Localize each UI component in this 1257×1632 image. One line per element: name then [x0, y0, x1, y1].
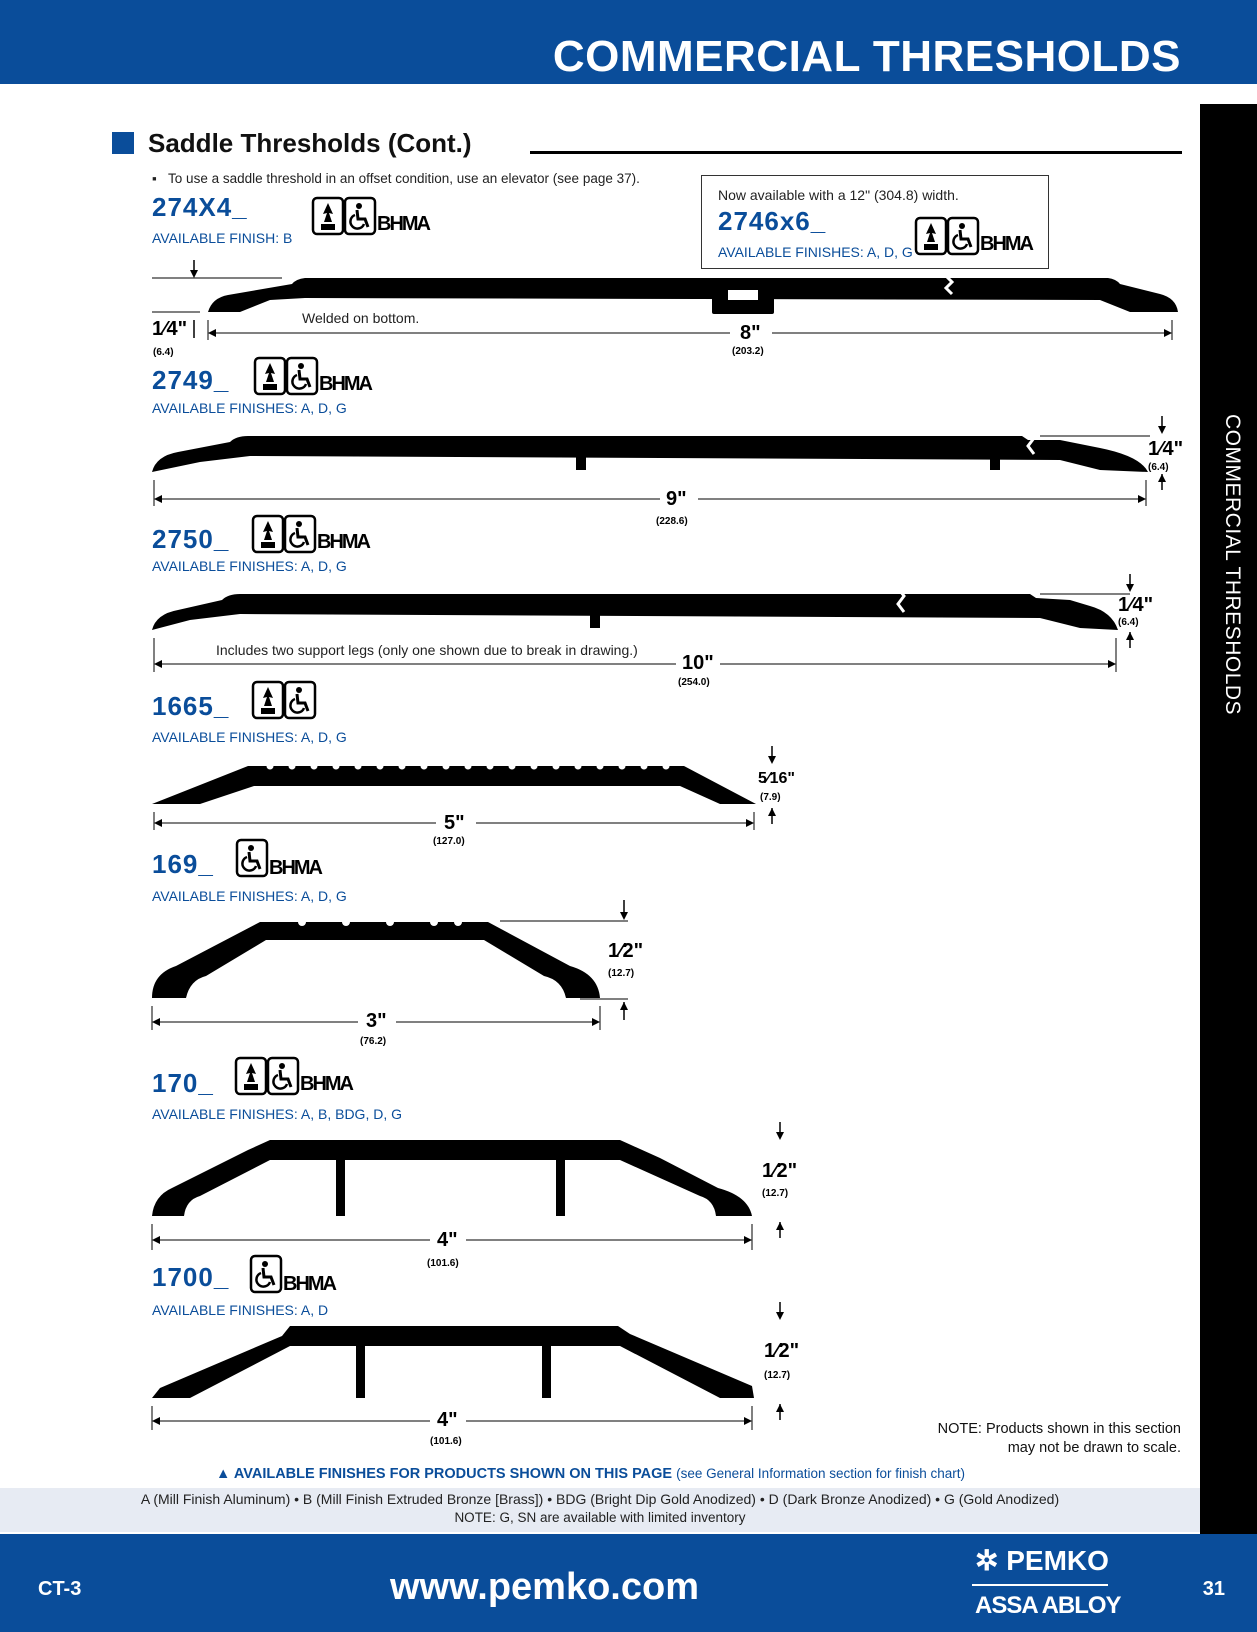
profile-2749: [152, 430, 1148, 472]
product-finishes: AVAILABLE FINISH: B: [152, 230, 293, 246]
width-label: 3": [366, 1010, 387, 1032]
bhma-label: BHMA: [317, 531, 369, 553]
product-finishes: AVAILABLE FINISHES: A, D, G: [152, 400, 347, 416]
width-label: 8": [740, 322, 761, 344]
profile-1665: [152, 766, 756, 804]
product-finishes: AVAILABLE FINISHES: A, B, BDG, D, G: [152, 1106, 403, 1122]
height-label: 1⁄4": [1118, 594, 1154, 616]
product-finishes: AVAILABLE FINISHES: A, D, G: [152, 888, 347, 904]
assa-abloy-logo: ASSA ABLOY: [975, 1592, 1121, 1619]
callout-model: 2746x6_: [718, 206, 827, 236]
fire-rated-icon: [236, 1058, 266, 1094]
width-label: 4": [437, 1409, 458, 1431]
product-model: 1700_: [152, 1262, 230, 1292]
product-model: 274X4_: [152, 192, 248, 222]
product-model: 170_: [152, 1068, 214, 1098]
product-finishes: AVAILABLE FINISHES: A, D, G: [152, 558, 347, 574]
width-mm-label: (101.6): [427, 1258, 459, 1269]
fire-rated-icon: [255, 358, 285, 394]
product-finishes: AVAILABLE FINISHES: A, D: [152, 1302, 329, 1318]
height-mm-label: (12.7): [762, 1188, 789, 1199]
bhma-label: BHMA: [269, 857, 321, 879]
scale-note: [938, 1420, 1181, 1458]
fire-rated-icon: [916, 218, 946, 254]
section-note: ▪ To use a saddle threshold in an offset condition, use an elevator (see page 37).: [152, 171, 640, 186]
page-footer: [0, 1534, 1257, 1632]
width-label: 4": [437, 1229, 458, 1251]
ada-icon: [285, 516, 315, 552]
height-label: 5⁄16": [758, 770, 795, 787]
width-label: 5": [444, 812, 465, 834]
scale-note-line1: NOTE: Products shown in this section: [937, 1421, 1181, 1437]
ada-icon: [287, 358, 317, 394]
width-mm-label: (228.6): [656, 516, 688, 527]
height-label: 1⁄2": [608, 940, 644, 962]
product-model: 2749_: [152, 365, 230, 395]
height-label: 1⁄2": [762, 1160, 798, 1182]
finish-legend: A (Mill Finish Aluminum) • B (Mill Finish Extruded Bronze [Brass]) • BDG (Bright Dip Gold Anodized) • D (Dark Bronze Anodized) • G (Gold Anodized): [140, 1491, 1060, 1507]
ada-icon: [285, 682, 315, 718]
bhma-label: BHMA: [300, 1073, 352, 1095]
drawing-note: Includes two support legs (only one shown due to break in drawing.): [216, 642, 638, 658]
height-label: 1⁄4": [152, 318, 188, 340]
bhma-label: BHMA: [283, 1273, 335, 1295]
finish-band-heading: AVAILABLE FINISHES FOR PRODUCTS SHOWN ON THIS PAGE: [233, 1466, 673, 1482]
finish-band-ref: (see General Information section for finish chart): [676, 1466, 966, 1481]
width-mm-label: (254.0): [678, 677, 710, 688]
ada-icon: [268, 1058, 298, 1094]
product-model: 169_: [152, 849, 214, 879]
scale-note-line2: may not be drawn to scale.: [1007, 1440, 1181, 1456]
page-number: 31: [1202, 1578, 1225, 1600]
width-label: 9": [666, 488, 687, 510]
height-label: 1⁄4": [1148, 438, 1184, 460]
finish-inventory-note: NOTE: G, SN are available with limited inventory: [454, 1510, 746, 1525]
fire-rated-icon: [313, 198, 343, 234]
pemko-logo-text: PEMKO: [1006, 1545, 1109, 1576]
product-finishes: AVAILABLE FINISHES: A, D, G: [152, 729, 347, 745]
ada-icon: [345, 198, 375, 234]
width-mm-label: (203.2): [732, 346, 764, 357]
product-model: 2750_: [152, 524, 230, 554]
height-mm-label: (6.4): [1148, 462, 1169, 473]
bhma-label: BHMA: [980, 233, 1032, 255]
ada-icon: [251, 1256, 281, 1292]
footer-code: CT-3: [38, 1578, 82, 1600]
height-label: 1⁄2": [764, 1340, 800, 1362]
bhma-label: BHMA: [377, 213, 429, 235]
profile-1700: [152, 1326, 754, 1398]
drawing-note: Welded on bottom.: [302, 310, 420, 326]
ada-icon: [237, 840, 267, 876]
profile-2750: [152, 588, 1118, 630]
bhma-label: BHMA: [319, 373, 371, 395]
page-title: COMMERCIAL THRESHOLDS: [552, 32, 1181, 81]
finish-band-title: [216, 1466, 965, 1482]
height-mm-label: (6.4): [1118, 617, 1139, 628]
height-mm-label: (6.4): [153, 347, 174, 358]
footer-url-link[interactable]: www.pemko.com: [390, 1566, 699, 1608]
logo-divider: [972, 1584, 1108, 1586]
fire-rated-icon: [253, 516, 283, 552]
pemko-logo: ✲ PEMKO: [975, 1545, 1109, 1576]
width-label: 10": [682, 652, 714, 674]
height-mm-label: (12.7): [608, 968, 635, 979]
fire-rated-icon: [253, 682, 283, 718]
ada-icon: [948, 218, 978, 254]
section-note-text: To use a saddle threshold in an offset condition, use an elevator (see page 37).: [168, 171, 640, 186]
profile-274x4: [208, 276, 1178, 314]
profile-169: [152, 922, 600, 998]
width-mm-label: (76.2): [360, 1036, 387, 1047]
width-mm-label: (127.0): [433, 836, 465, 847]
callout-line: Now available with a 12" (304.8) width.: [718, 187, 959, 203]
finish-band: [0, 1488, 1200, 1532]
side-tab-label: COMMERCIAL THRESHOLDS: [1221, 414, 1244, 716]
profile-170: [152, 1140, 752, 1216]
height-mm-label: (7.9): [760, 792, 781, 803]
triangle-icon: ▲: [216, 1466, 231, 1482]
section-title: Saddle Thresholds (Cont.): [148, 128, 472, 158]
height-mm-label: (12.7): [764, 1370, 791, 1381]
width-mm-label: (101.6): [430, 1436, 462, 1447]
callout-finishes: AVAILABLE FINISHES: A, D, G: [718, 244, 913, 260]
product-model: 1665_: [152, 691, 230, 721]
